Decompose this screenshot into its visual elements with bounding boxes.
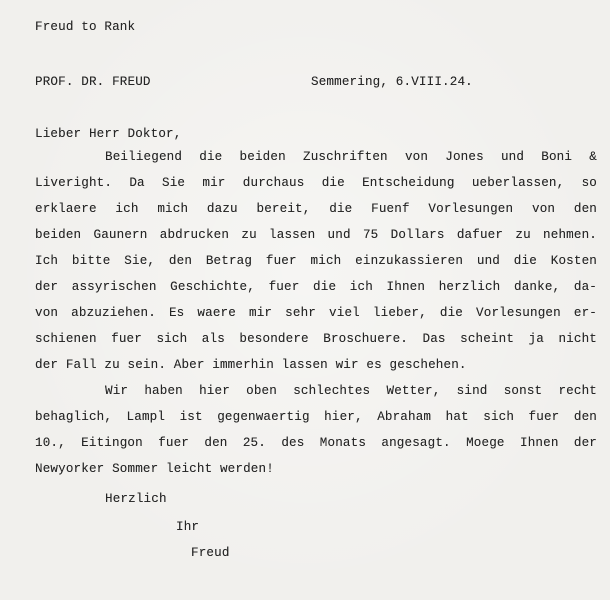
signature-name: Freud bbox=[191, 546, 230, 560]
text-line: der Fall zu sein. Aber immerhin lassen wir es geschehen. bbox=[35, 358, 467, 372]
closing-herzlich: Herzlich bbox=[105, 492, 167, 506]
text-line: Wir haben hier oben schlechtes Wetter, sind sonst recht bbox=[105, 384, 597, 398]
text-line: Newyorker Sommer leicht werden! bbox=[35, 462, 274, 476]
closing-ihr: Ihr bbox=[176, 520, 200, 534]
place-date: Semmering, 6.VIII.24. bbox=[311, 75, 473, 89]
text-line: behaglich, Lampl ist gegenwaertig hier, Abraham hat sich fuer den bbox=[35, 410, 597, 424]
text-line: erklaere ich mich dazu bereit, die Fuenf Vorlesungen von den bbox=[35, 202, 597, 216]
letterhead: PROF. DR. FREUD bbox=[35, 75, 151, 89]
text-line: schienen fuer sich als besondere Broschuere. Das scheint ja nicht bbox=[35, 332, 597, 346]
salutation: Lieber Herr Doktor, bbox=[35, 127, 182, 141]
text-line: Liveright. Da Sie mir durchaus die Entscheidung ueberlassen, so bbox=[35, 176, 597, 190]
text-line: Ich bitte Sie, den Betrag fuer mich einzukassieren und die Kosten bbox=[35, 254, 597, 268]
text-line: 10., Eitingon fuer den 25. des Monats angesagt. Moege Ihnen der bbox=[35, 436, 597, 450]
text-line: der assyrischen Geschichte, fuer die ich Ihnen herzlich danke, da- bbox=[35, 280, 597, 294]
document-label: Freud to Rank bbox=[35, 20, 136, 34]
text-line: beiden Gaunern abdrucken zu lassen und 75 Dollars dafuer zu nehmen. bbox=[35, 228, 597, 242]
text-line: Beiliegend die beiden Zuschriften von Jones und Boni & bbox=[105, 150, 597, 164]
text-line: von abzuziehen. Es waere mir sehr viel lieber, die Vorlesungen er- bbox=[35, 306, 597, 320]
